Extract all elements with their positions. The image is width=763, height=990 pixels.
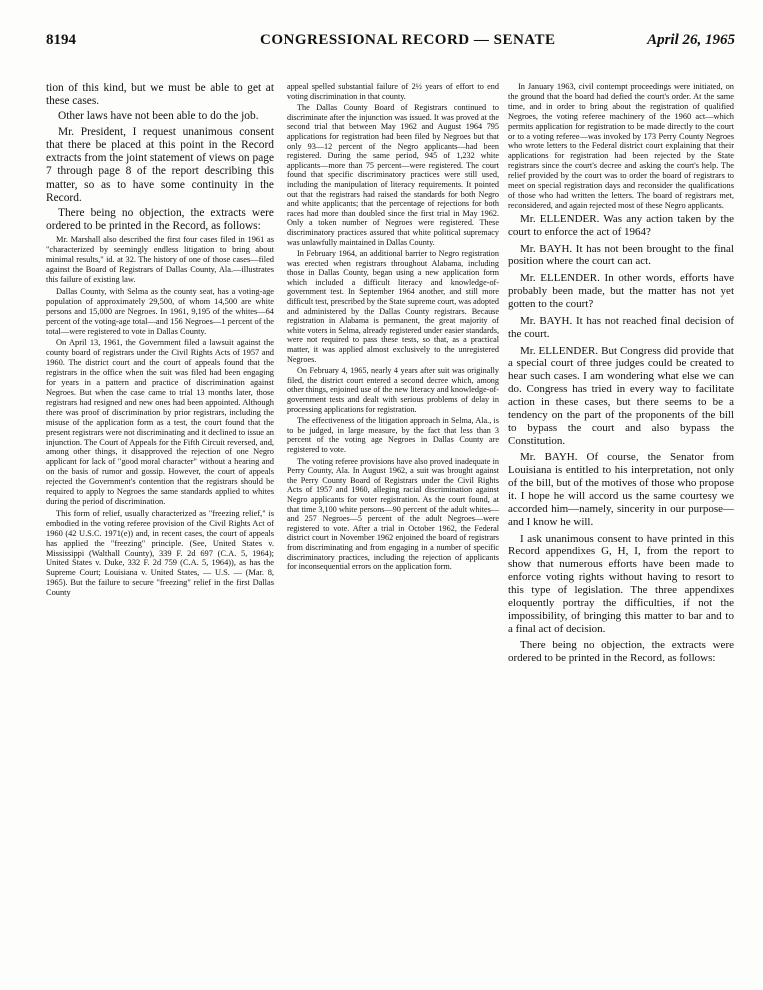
speech-bayh: Mr. BAYH. It has not been brought to the final position where the court can act. <box>508 242 734 268</box>
extract-paragraph: Mr. Marshall also described the first four cases filed in 1961 as "characterized by seemingly endless litigation to bring about minimal results," id. at 32. The history of one of those cases—filed against the Board of Registrars of Dallas County, Ala.—illustrates this failure of existing law. <box>46 235 274 285</box>
column-right <box>508 82 734 982</box>
extract-paragraph: appeal spelled substantial failure of 2½ years of effort to end voting discrimination in that county. <box>287 82 499 101</box>
extract-paragraph: In February 1964, an additional barrier to Negro registration was erected when registrars throughout Alabama, including those in Dallas County, began using a new application form which included a difficult literacy and knowledge-of-government test. In September 1964 another, and still more difficult test, prescribed by the State supreme court, was adopted and administered by the Dallas County registrars. Because registration in Alabama is permanent, the great majority of white voters in Selma, already registered under easier standards, were not required to pass these tests, so that, as a practical matter, it was applied almost exclusively to the unregistered Negroes. <box>287 249 499 364</box>
page-number: 8194 <box>46 32 76 48</box>
extract-paragraph: The effectiveness of the litigation approach in Selma, Ala., is to be judged, in large measure, by the fact that less than 3 percent of the voting age Negroes in Dallas County are registered to vote. <box>287 416 499 454</box>
paragraph: tion of this kind, but we must be able to get at these cases. <box>46 82 274 108</box>
speech-bayh: Mr. BAYH. Of course, the Senator from Louisiana is entitled to his interpretation, not only of the bill, but of the motives of those who propose it. I hope he will accord us the same courtesy we accorded him—namely, sincerity in our purpose—and I know he will. <box>508 451 734 528</box>
publication-title: CONGRESSIONAL RECORD — SENATE <box>260 32 556 48</box>
extract-paragraph: In January 1963, civil contempt proceedings were initiated, on the ground that the board had defied the court's order. At the same time, and in order to bring about the registration of qualified Negroes, the voting referee machinery of the 1960 act—which permits application for registration to be made directly to the court or to a voting referee—was invoked by 173 Perry County Negroes who wrote letters to the Federal district court explaining that their applications for registration had been rejected by the State registrars since the court's decree and asking the court's help. The relief provided by the court was to order the board of registrars to meet on special registration days and reconsider the qualifications of those who had written the letters. The board of registrars met, reconsidered, and again rejected most of these Negro applicants. <box>508 82 734 210</box>
paragraph: Other laws have not been able to do the job. <box>58 110 259 123</box>
page-date: April 26, 1965 <box>647 32 735 48</box>
column-left <box>46 82 274 982</box>
extract-paragraph: Dallas County, with Selma as the county seat, has a voting-age population of approximately 29,500, of whom 14,500 are white persons and 15,000 are Negroes. In 1961, 9,195 of the whites—64 percent of the voting-age total—and 156 Negroes—1 percent of the total—were registered to vote in Dallas County. <box>46 286 274 336</box>
extract-paragraph: The Dallas County Board of Registrars continued to discriminate after the injunction was issued. It was proved at the second trial that between May 1962 and August 1964 795 applications for registration had been filed by Negroes but that only 93—12 percent of the Negro applicants—had been registered. During the same period, 945 of 1,232 white applicants—more than 75 percent—were registered. The court found that specific discriminatory practices were still used, including the manipulation of literacy requirements. It pointed out that the registrars had raised the standards for both Negro and white applicants; that the percentage of rejections for both races had more than doubled since the first trial in May 1962. Only a token number of Negroes were registered. These discriminatory practices assured that white political supremacy was unlawfully maintained in Dallas County. <box>287 103 499 247</box>
paragraph: There being no objection, the extracts were ordered to be printed in the Record, as follows: <box>508 639 734 665</box>
extract-paragraph: On February 4, 1965, nearly 4 years after suit was originally filed, the district court entered a second decree which, among other things, enjoined use of the new literacy and knowledge-of-government tests and dealt with serious problems of delay in processing applications for registration. <box>287 366 499 414</box>
paragraph: There being no objection, the extracts were ordered to be printed in the Record, as follows: <box>46 206 274 233</box>
extract-paragraph: On April 13, 1961, the Government filed a lawsuit against the county board of registrars under the Civil Rights Acts of 1957 and 1960. The district court and the court of appeals found that the registrars in the office when the suit was filed had been engaging for years in a pattern and practice of discrimination against Negroes. But when the case came to trial 13 months later, those registrars had resigned and new ones had been appointed. Although there was proof of discrimination by prior registrars, including the misuse of the application form as a test, the court found that the present registrars were not discriminating and it declined to issue an injunction. The Court of Appeals for the Fifth Circuit reversed, and, among other things, it disapproved the rejection of one Negro applicant for lack of "good moral character" without a hearing and on the basis of rumor and gossip. However, the court of appeals rejected the Government's contention that the registrars should be required to apply to Negroes the same standards applied to whites during the period of discrimination. <box>46 338 274 506</box>
speech-ellender: Mr. ELLENDER. In other words, efforts have probably been made, but the matter has not yet gotten to the court? <box>508 272 734 310</box>
paragraph: Mr. President, I request unanimous consent that there be placed at this point in the Record extracts from the joint statement of views on page 7 through page 8 of the report describing this matter, so as to have some continuity in the Record. <box>46 125 274 204</box>
extract-paragraph: The voting referee provisions have also proved inadequate in Perry County, Ala. In August 1962, a suit was brought against the Perry County Board of Registrars under the Civil Rights Acts of 1957 and 1960, alleging racial discrimination against Negro applicants for voter registration. As the court found, at that time 3,100 white persons—90 percent of the adult whites—and 257 Negroes—5 percent of the adult Negroes—were registered to vote. After a trial in October 1962, the Federal district court in November 1962 enjoined the board of registrars from discriminating and from engaging in a number of specific discriminatory practices, including the rejection of applicants for inconsequential errors on the application form. <box>287 456 499 572</box>
speech-ellender: Mr. ELLENDER. But Congress did provide that a special court of three judges could be created to hear such cases. I am wondering what else we can do. Congress has tried in every way to facilitate action in these cases, but there seems to be a tendency on the part of the proponents of the bill to bypass the court and also bypass the Constitution. <box>508 344 734 447</box>
extract-paragraph: This form of relief, usually characterized as "freezing relief," is embodied in the voting referee provision of the Civil Rights Act of 1960 (42 U.S.C. 1971(e)) and, in recent cases, the court of appeals has applied the "freezing" principle. (See, United States v. Mississippi (Walthall County), 339 F. 2d 697 (C.A. 5, 1964); United States v. Duke, 332 F. 2d 759 (C.A. 5, 1964)), as has the Supreme Court; Louisiana v. United States, — U.S. — (Mar. 8, 1965). But the failure to secure "freezing" relief in the first Dallas County <box>46 508 274 598</box>
speech-bayh: Mr. BAYH. It has not reached final decision of the court. <box>508 314 734 340</box>
column-middle <box>287 82 499 982</box>
paragraph: I ask unanimous consent to have printed in this Record appendixes G, H, I, from the report to show that numerous efforts have been made to enforce voting rights without having to resort to this type of legislation. The three appendixes eloquently portray the difficulties, if not the impossibility, of bringing this matter to bar and to a final act of decision. <box>508 532 734 635</box>
page-header <box>46 32 735 58</box>
speech-ellender: Mr. ELLENDER. Was any action taken by the court to enforce the act of 1964? <box>508 212 734 238</box>
